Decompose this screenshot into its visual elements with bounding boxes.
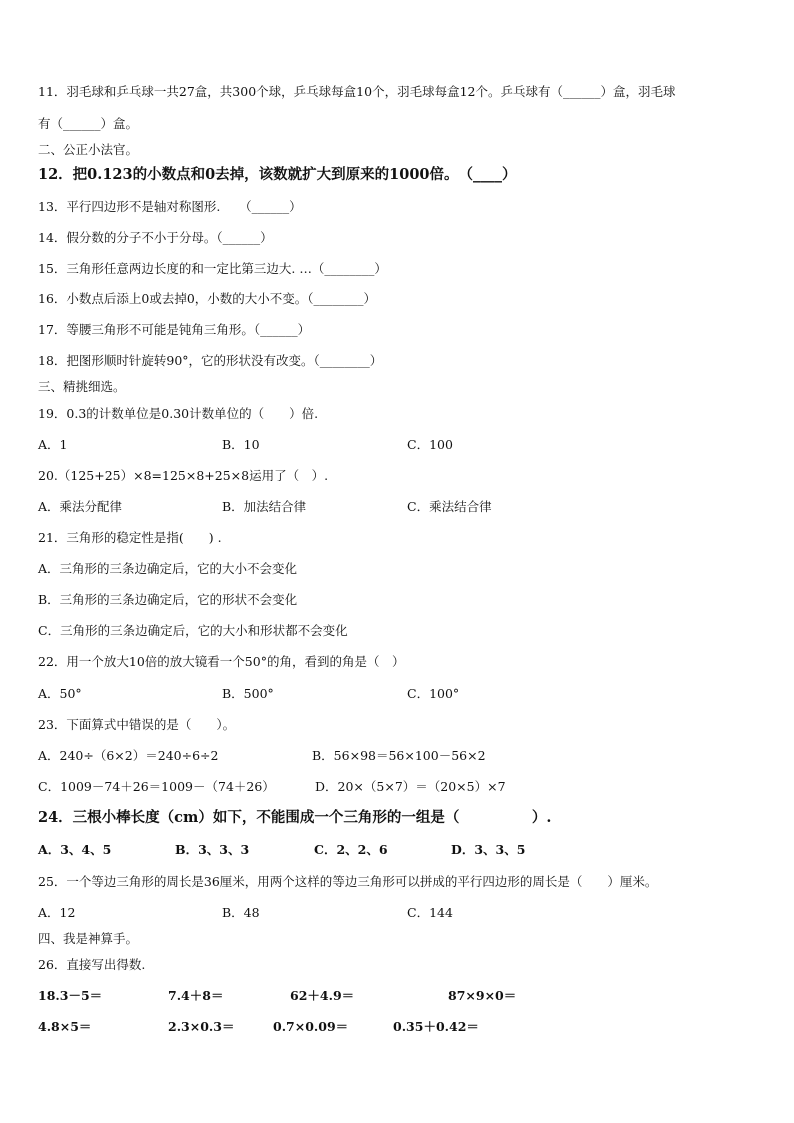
q23-stem: 23．下面算式中错误的是（ ）。: [38, 717, 236, 732]
calc-item: 2.3×0.3＝: [168, 1019, 235, 1034]
q20-stem: 20.（125+25）×8=125×8+25×8运用了（ ）.: [38, 468, 329, 483]
q11-line2: 有（______）盒。: [38, 116, 139, 131]
q23-option-c: C．1009－74＋26＝1009－（74＋26）: [38, 779, 275, 794]
section-title-calc: 四、我是神算手。: [38, 931, 139, 946]
section-title-choice: 三、精挑细选。: [38, 379, 126, 394]
calc-item: 18.3－5＝: [38, 988, 103, 1003]
q26-stem: 26．直接写出得数.: [38, 957, 146, 972]
q23-option-a: A．240÷（6×2）＝240÷6÷2: [38, 748, 219, 763]
q25-option-b: B．48: [222, 905, 260, 920]
calc-item: 62＋4.9＝: [290, 988, 355, 1003]
q21-option-b: B．三角形的三条边确定后，它的形状不会变化: [38, 592, 298, 607]
q25-stem: 25．一个等边三角形的周长是36厘米，用两个这样的等边三角形可以拼成的平行四边形的周长是（ ）厘米。: [38, 874, 658, 889]
section-title-judge: 二、公正小法官。: [38, 142, 139, 157]
q16: 16．小数点后添上0或去掉0，小数的大小不变。（________）: [38, 291, 377, 306]
q24-stem: 24．三根小棒长度（cm）如下，不能围成一个三角形的一组是（ ）.: [38, 809, 552, 826]
q11-line1: 11．羽毛球和乒乓球一共27盒，共300个球，乒乓球每盒10个，羽毛球每盒12个。乒乓球有（______）盒，羽毛球: [38, 84, 676, 99]
q24-option-a: A．3、4、5: [38, 842, 112, 857]
q25-option-a: A．12: [38, 905, 76, 920]
q15: 15．三角形任意两边长度的和一定比第三边大. …（________）: [38, 261, 387, 276]
q25-option-c: C．144: [407, 905, 453, 920]
q19-option-a: A．1: [38, 437, 68, 452]
calc-item: 4.8×5＝: [38, 1019, 92, 1034]
q20-option-c: C．乘法结合律: [407, 499, 492, 514]
q12: 12．把0.123的小数点和0去掉，该数就扩大到原来的1000倍。 （____）: [38, 166, 517, 183]
q22-option-a: A．50°: [38, 686, 82, 701]
q22-stem: 22．用一个放大10倍的放大镜看一个50°的角，看到的角是（ ）: [38, 654, 405, 669]
calc-item: 7.4＋8＝: [168, 988, 224, 1003]
q21-option-c: C．三角形的三条边确定后，它的大小和形状都不会变化: [38, 623, 348, 638]
calc-item: 0.7×0.09＝: [273, 1019, 349, 1034]
q22-option-b: B．500°: [222, 686, 274, 701]
q19-option-b: B．10: [222, 437, 260, 452]
q21-option-a: A．三角形的三条边确定后，它的大小不会变化: [38, 561, 298, 576]
q20-option-b: B．加法结合律: [222, 499, 307, 514]
q19-option-c: C．100: [407, 437, 453, 452]
q23-option-b: B．56×98＝56×100－56×2: [312, 748, 486, 763]
q18: 18．把图形顺时针旋转90°，它的形状没有改变。（________）: [38, 353, 383, 368]
q20-option-a: A．乘法分配律: [38, 499, 123, 514]
q17: 17．等腰三角形不可能是钝角三角形。（______）: [38, 322, 311, 337]
q14: 14．假分数的分子不小于分母。（______）: [38, 230, 273, 245]
q23-option-d: D．20×（5×7）＝（20×5）×7: [315, 779, 506, 794]
q21-stem: 21．三角形的稳定性是指( ) .: [38, 530, 222, 545]
calc-item: 0.35＋0.42＝: [393, 1019, 479, 1034]
q24-option-b: B．3、3、3: [175, 842, 250, 857]
q24-option-c: C．2、2、6: [314, 842, 388, 857]
q19-stem: 19．0.3的计数单位是0.30计数单位的（ ）倍.: [38, 406, 319, 421]
q22-option-c: C．100°: [407, 686, 460, 701]
q24-option-d: D．3、3、5: [451, 842, 526, 857]
q13: 13．平行四边形不是轴对称图形. （______）: [38, 199, 302, 214]
calc-item: 87×9×0＝: [448, 988, 517, 1003]
